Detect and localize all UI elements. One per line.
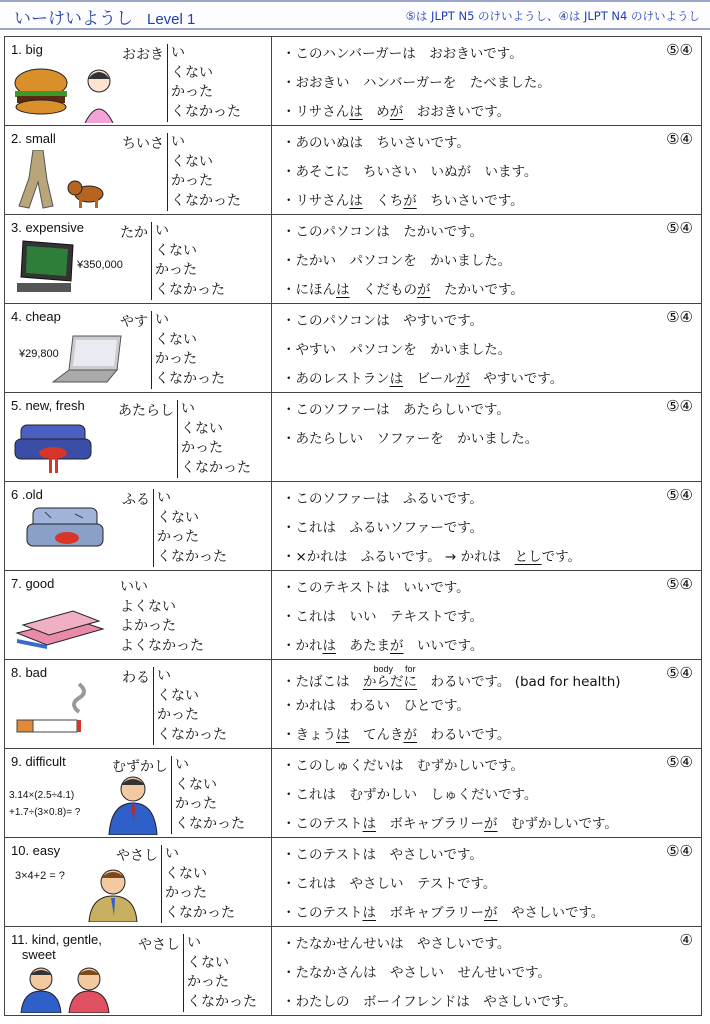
adjective-stem: やさし bbox=[116, 848, 158, 864]
sentence-text: あたま bbox=[336, 638, 390, 654]
example-sentence bbox=[282, 189, 524, 209]
conjugation-ending: かった bbox=[165, 885, 207, 901]
sentence-text: ・たばこは bbox=[282, 674, 363, 690]
illustration-caption: 3.14×(2.5÷4.1) +1.7÷(3×0.8)= ? bbox=[9, 790, 81, 818]
sentence-text: ・あたらしい ソファーを かいました。 bbox=[282, 431, 539, 447]
example-sentence bbox=[282, 634, 483, 654]
conjugation-ending: い bbox=[157, 668, 171, 684]
adjective-stem: ちいさ bbox=[122, 136, 164, 152]
sentence-text: いいです。 bbox=[403, 638, 484, 654]
example-sentences-cell bbox=[272, 126, 701, 214]
illustration-caption: ¥350,000 bbox=[77, 259, 123, 271]
example-sentences-cell bbox=[272, 749, 701, 837]
jlpt-level-badge: ⑤④ bbox=[666, 219, 693, 237]
adjective-stem: やす bbox=[120, 314, 148, 330]
example-sentence bbox=[282, 843, 483, 863]
desktop-computer-icon bbox=[15, 237, 77, 299]
sentence-text: ・×かれは ふるいです。 → かれは bbox=[282, 549, 515, 565]
sentence-text: ・このハンバーガーは おおきいです。 bbox=[282, 46, 523, 62]
example-sentences-cell bbox=[272, 37, 701, 125]
sentence-text: むずかしいです。 bbox=[497, 816, 618, 832]
table-row bbox=[5, 393, 701, 482]
sentence-text: ・これは ふるいソファーです。 bbox=[282, 520, 484, 536]
conjugation-ending: かった bbox=[171, 84, 213, 100]
conjugation-ending: かった bbox=[155, 351, 197, 367]
example-sentence bbox=[282, 487, 483, 507]
example-sentences-cell bbox=[272, 482, 701, 570]
example-sentence bbox=[282, 42, 523, 62]
conjugation-ending: よかった bbox=[120, 618, 176, 634]
sentence-text: ・やすい パソコンを かいました。 bbox=[282, 342, 512, 358]
example-sentence bbox=[282, 160, 537, 180]
adjective-stem: やさし bbox=[138, 937, 180, 953]
new-sofa-icon bbox=[13, 419, 93, 481]
sentence-text: ビール bbox=[403, 371, 457, 387]
hamburger-icon bbox=[11, 65, 71, 119]
example-sentence bbox=[282, 427, 538, 447]
level-label: Level 1 bbox=[147, 11, 196, 28]
english-meaning: 7. good bbox=[11, 576, 55, 591]
jlpt-level-badge: ⑤④ bbox=[666, 753, 693, 771]
conjugation-endings bbox=[151, 222, 225, 300]
old-sofa-icon bbox=[25, 502, 105, 566]
conjugation-ending: かった bbox=[157, 707, 199, 723]
particle-underlined: が bbox=[390, 638, 404, 654]
conjugation-ending: い bbox=[171, 45, 185, 61]
sentence-text: ・あのレストラン bbox=[282, 371, 390, 387]
annotated-word: からだbody bbox=[363, 664, 404, 690]
adjective-cell bbox=[5, 37, 272, 125]
word-gloss: for bbox=[403, 664, 417, 674]
conjugation-ending: いい bbox=[120, 579, 148, 595]
example-sentence bbox=[282, 100, 510, 120]
particle-underlined: とし bbox=[514, 549, 542, 565]
adjective-stem: たか bbox=[120, 225, 148, 241]
conjugation-ending: くない bbox=[175, 776, 217, 793]
sentence-text: ・このソファーは あたらしいです。 bbox=[282, 402, 510, 418]
conjugation-endings bbox=[167, 133, 241, 211]
conjugation-ending: くなかった bbox=[171, 103, 241, 120]
sentence-text: やさしいです。 bbox=[497, 905, 605, 921]
example-sentence bbox=[282, 131, 470, 151]
sentence-text: ・これは むずかしい しゅくだいです。 bbox=[282, 787, 538, 803]
example-sentence bbox=[282, 516, 483, 536]
conjugation-ending: かった bbox=[187, 974, 229, 990]
jlpt-level-badge: ⑤④ bbox=[666, 575, 693, 593]
conjugation-ending: くない bbox=[157, 687, 199, 704]
example-sentence bbox=[282, 990, 577, 1010]
example-sentences-cell bbox=[272, 215, 701, 303]
conjugation-ending: かった bbox=[175, 796, 217, 812]
example-sentence bbox=[282, 398, 510, 418]
sentence-text: ・リサさん bbox=[282, 104, 350, 120]
illustration-caption: 3×4+2 = ? bbox=[15, 870, 65, 882]
conjugation-endings bbox=[153, 489, 227, 567]
sentence-text: です。 bbox=[541, 549, 582, 565]
conjugation-ending: い bbox=[175, 757, 189, 773]
conjugation-ending: い bbox=[165, 846, 179, 862]
sentence-text: てんき bbox=[349, 727, 404, 743]
conjugation-ending: くなかった bbox=[155, 370, 225, 387]
smiling-man-icon bbox=[85, 866, 141, 926]
sentence-text: ・リサさん bbox=[282, 193, 350, 209]
conjugation-ending: くない bbox=[157, 509, 199, 526]
sentence-text: ・これは いい テキストです。 bbox=[282, 609, 484, 625]
sentence-text: ボキャブラリー bbox=[375, 816, 484, 832]
table-row bbox=[5, 304, 701, 393]
sentence-text: ・わたしの ボーイフレンドは やさしいです。 bbox=[282, 994, 577, 1010]
sentence-text: ・たなかさんは やさしい せんせいです。 bbox=[282, 965, 551, 981]
sentence-text: ・おおきい ハンバーガーを たべました。 bbox=[282, 75, 551, 91]
english-meaning: 2. small bbox=[11, 131, 56, 146]
conjugation-endings bbox=[171, 756, 245, 834]
jlpt-level-badge: ⑤④ bbox=[666, 486, 693, 504]
sentence-text: ・にほん bbox=[282, 282, 336, 298]
sentence-text: ちいさいです。 bbox=[416, 193, 524, 209]
sentence-text: ・かれは わるい ひとです。 bbox=[282, 698, 470, 714]
conjugation-endings bbox=[151, 311, 225, 389]
particle-underlined: が bbox=[483, 816, 498, 832]
adjective-cell bbox=[5, 838, 272, 926]
page-title: いーけいようし Level 1 bbox=[14, 9, 196, 29]
conjugation-ending: よくなかった bbox=[120, 637, 204, 654]
jlpt-legend: ⑤は JLPT N5 のけいようし、④は JLPT N4 のけいようし bbox=[405, 9, 700, 23]
conjugation-ending: くない bbox=[181, 420, 223, 437]
example-sentence bbox=[282, 367, 563, 387]
example-sentence bbox=[282, 901, 604, 921]
example-sentences-cell bbox=[272, 838, 701, 926]
conjugation-endings bbox=[161, 845, 235, 923]
girl-icon bbox=[79, 65, 119, 127]
particle-underlined: は bbox=[322, 638, 336, 654]
sentence-text: ・このテストは やさしいです。 bbox=[282, 847, 483, 863]
adjective-cell bbox=[5, 304, 272, 392]
example-sentence bbox=[282, 961, 551, 981]
sentence-text: くち bbox=[362, 193, 404, 209]
illustration-caption: ¥29,800 bbox=[19, 348, 59, 360]
example-sentence bbox=[282, 872, 496, 892]
english-meaning: 9. difficult bbox=[11, 754, 66, 769]
table-row bbox=[5, 37, 701, 126]
conjugation-ending: くない bbox=[165, 865, 207, 882]
sentence-text: ・このテスト bbox=[282, 816, 363, 832]
particle-underlined: は bbox=[389, 371, 404, 387]
example-sentence bbox=[282, 754, 524, 774]
sentence-text: たかいです。 bbox=[430, 282, 524, 298]
conjugation-ending: かった bbox=[155, 262, 197, 278]
adjective-cell bbox=[5, 660, 272, 748]
example-sentences-cell bbox=[272, 304, 701, 392]
particle-underlined: が bbox=[403, 727, 417, 743]
conjugation-endings bbox=[183, 934, 257, 1012]
adjective-stem: わる bbox=[122, 670, 150, 686]
adjective-stem: おおき bbox=[122, 47, 164, 63]
conjugation-ending: くなかった bbox=[175, 815, 245, 832]
jlpt-level-badge: ⑤④ bbox=[666, 664, 693, 682]
conjugation-ending: い bbox=[155, 223, 169, 239]
conjugation-ending: くなかった bbox=[157, 726, 227, 743]
particle-underlined: は bbox=[349, 193, 363, 209]
example-sentence bbox=[282, 338, 511, 358]
conjugation-endings bbox=[167, 44, 241, 122]
sentence-text: ・かれ bbox=[282, 638, 323, 654]
cigarette-icon bbox=[15, 678, 95, 742]
example-sentence bbox=[282, 545, 581, 565]
example-sentences-cell bbox=[272, 927, 701, 1015]
adjective-cell bbox=[5, 126, 272, 214]
example-sentence bbox=[282, 220, 483, 240]
conjugation-endings bbox=[177, 400, 251, 478]
adjective-stem: ふる bbox=[122, 492, 150, 508]
conjugation-ending: くなかった bbox=[187, 993, 257, 1010]
adjective-stem: むずかし bbox=[112, 759, 168, 775]
table-row bbox=[5, 215, 701, 304]
sentence-text: ・これは やさしい テストです。 bbox=[282, 876, 497, 892]
sentence-text: ・あそこに ちいさい いぬが います。 bbox=[282, 164, 538, 180]
example-sentence bbox=[282, 694, 470, 714]
sentence-text: わるいです。 (bad for health) bbox=[417, 674, 621, 690]
walking-legs-icon bbox=[13, 150, 63, 214]
jlpt-level-badge: ⑤④ bbox=[666, 308, 693, 326]
adjective-cell bbox=[5, 482, 272, 570]
sentence-text: くだもの bbox=[349, 282, 417, 298]
particle-underlined: は bbox=[336, 282, 350, 298]
conjugation-ending: くなかった bbox=[157, 548, 227, 565]
particle-underlined: は bbox=[362, 816, 376, 832]
sentence-text: め bbox=[362, 104, 390, 120]
example-sentence bbox=[282, 71, 551, 91]
adjective-cell bbox=[5, 927, 272, 1015]
particle-underlined: が bbox=[456, 371, 470, 387]
adjective-cell bbox=[5, 393, 272, 481]
example-sentence bbox=[282, 783, 537, 803]
adjective-cell bbox=[5, 749, 272, 837]
word-gloss: body bbox=[363, 664, 404, 674]
example-sentence bbox=[282, 309, 483, 329]
jlpt-level-badge: ⑤④ bbox=[666, 130, 693, 148]
sentence-text: ・このソファーは ふるいです。 bbox=[282, 491, 483, 507]
table-row bbox=[5, 126, 701, 215]
particle-underlined: が bbox=[483, 905, 498, 921]
example-sentence bbox=[282, 249, 511, 269]
particle-underlined: は bbox=[362, 905, 376, 921]
adjective-cell bbox=[5, 571, 272, 659]
conjugation-ending: くなかった bbox=[155, 281, 225, 298]
sentence-text: ・たかい パソコンを かいました。 bbox=[282, 253, 512, 269]
sentence-text: ・たなかせんせいは やさしいです。 bbox=[282, 936, 511, 952]
sentence-text: わるいです。 bbox=[417, 727, 511, 743]
adjective-stem: あたらし bbox=[118, 403, 174, 419]
small-dog-icon bbox=[67, 176, 107, 214]
table-row bbox=[5, 482, 701, 571]
english-meaning: 1. big bbox=[11, 42, 43, 57]
english-meaning: 4. cheap bbox=[11, 309, 61, 324]
conjugation-ending: かった bbox=[181, 440, 223, 456]
conjugation-ending: くなかった bbox=[171, 192, 241, 209]
english-meaning: 6 .old bbox=[11, 487, 43, 502]
sentence-text: ・このテスト bbox=[282, 905, 363, 921]
sentence-text: やすいです。 bbox=[469, 371, 564, 387]
example-sentence bbox=[282, 932, 510, 952]
two-men-icon bbox=[17, 963, 113, 1017]
example-sentences-cell bbox=[272, 660, 701, 748]
conjugation-ending: くなかった bbox=[165, 904, 235, 921]
conjugation-ending: くなかった bbox=[181, 459, 251, 476]
particle-underlined: が bbox=[403, 193, 417, 209]
jlpt-level-badge: ⑤④ bbox=[666, 842, 693, 860]
conjugation-endings bbox=[153, 667, 227, 745]
example-sentence bbox=[282, 605, 483, 625]
example-sentence bbox=[282, 665, 621, 690]
example-sentences-cell bbox=[272, 571, 701, 659]
annotated-word: にfor bbox=[403, 664, 417, 690]
jlpt-level-badge: ④ bbox=[679, 931, 693, 949]
conjugation-ending: い bbox=[187, 935, 201, 951]
particle-underlined: は bbox=[349, 104, 363, 120]
businessman-icon bbox=[105, 773, 161, 839]
conjugation-ending: よくない bbox=[120, 598, 176, 615]
english-meaning: 10. easy bbox=[11, 843, 61, 858]
books-icon bbox=[13, 599, 105, 653]
conjugation-ending: かった bbox=[171, 173, 213, 189]
conjugation-ending: くない bbox=[171, 153, 213, 170]
conjugation-ending: くない bbox=[155, 331, 197, 348]
conjugation-ending: い bbox=[171, 134, 185, 150]
sentence-text: ・このパソコンは たかいです。 bbox=[282, 224, 484, 240]
page-header bbox=[0, 0, 710, 30]
sentence-text: ボキャブラリー bbox=[375, 905, 484, 921]
sentence-text: ・あのいぬは ちいさいです。 bbox=[282, 135, 470, 151]
sentence-text: おおきいです。 bbox=[403, 104, 511, 120]
conjugation-ending: くない bbox=[187, 954, 229, 971]
conjugation-ending: い bbox=[157, 490, 171, 506]
jlpt-level-badge: ⑤④ bbox=[666, 397, 693, 415]
adjective-table bbox=[4, 36, 702, 1016]
conjugation-ending: くない bbox=[155, 242, 197, 259]
sentence-text: ・このパソコンは やすいです。 bbox=[282, 313, 484, 329]
conjugation-ending: くない bbox=[171, 64, 213, 81]
english-meaning: 11. kind, gentle, sweet bbox=[11, 932, 102, 962]
conjugation-endings bbox=[117, 578, 204, 656]
example-sentence bbox=[282, 812, 618, 832]
example-sentence bbox=[282, 723, 510, 743]
sentence-text: ・きょう bbox=[282, 727, 336, 743]
example-sentences-cell bbox=[272, 393, 701, 481]
laptop-icon bbox=[51, 332, 125, 390]
table-row bbox=[5, 749, 701, 838]
conjugation-ending: かった bbox=[157, 529, 199, 545]
sentence-text: ・このしゅくだいは むずかしいです。 bbox=[282, 758, 524, 774]
table-row bbox=[5, 838, 701, 927]
conjugation-ending: い bbox=[155, 312, 169, 328]
table-row bbox=[5, 571, 701, 660]
particle-underlined: は bbox=[336, 727, 350, 743]
adjective-cell bbox=[5, 215, 272, 303]
table-row bbox=[5, 927, 701, 1015]
conjugation-ending: い bbox=[181, 401, 195, 417]
table-row bbox=[5, 660, 701, 749]
particle-underlined: が bbox=[417, 282, 431, 298]
example-sentence bbox=[282, 576, 470, 596]
sentence-text: ・このテキストは いいです。 bbox=[282, 580, 470, 596]
english-meaning: 8. bad bbox=[11, 665, 48, 680]
jlpt-level-badge: ⑤④ bbox=[666, 41, 693, 59]
english-meaning: 3. expensive bbox=[11, 220, 84, 235]
particle-underlined: が bbox=[389, 104, 404, 120]
example-sentence bbox=[282, 278, 524, 298]
english-meaning: 5. new, fresh bbox=[11, 398, 85, 413]
